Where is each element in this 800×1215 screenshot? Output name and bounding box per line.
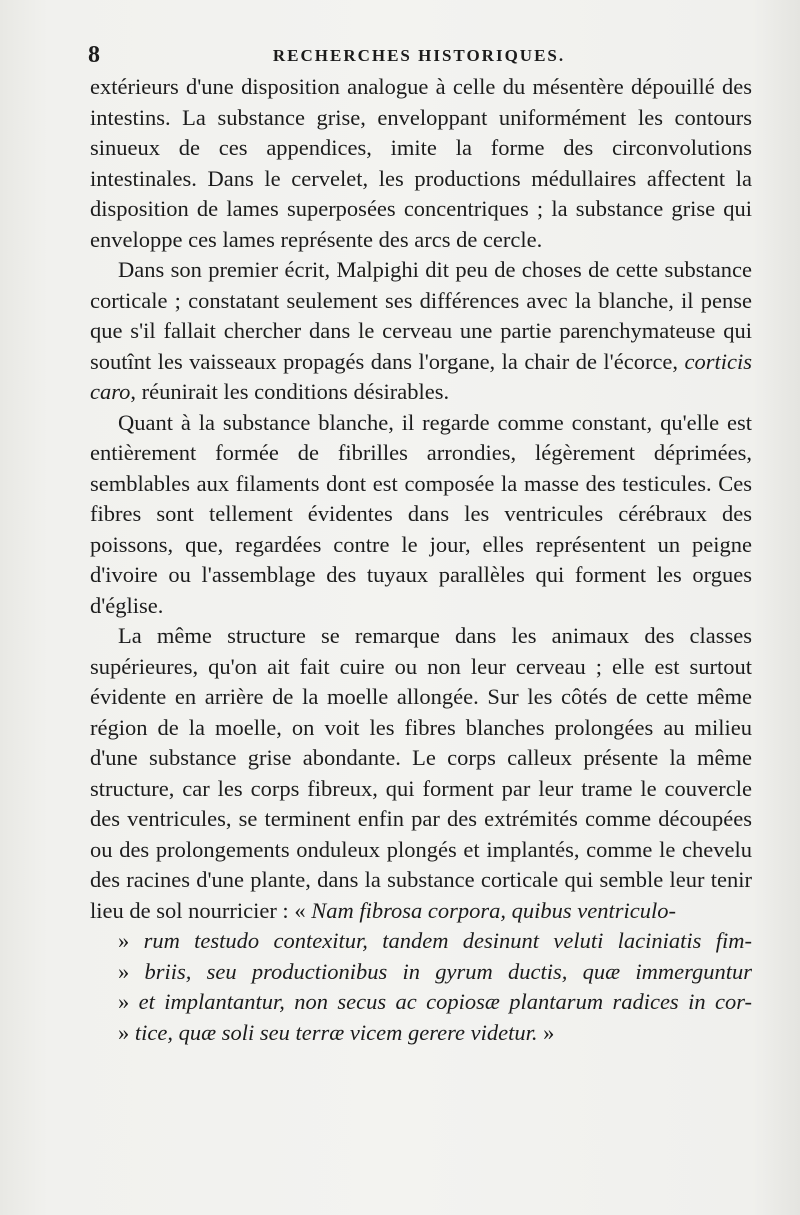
quote-line-3-text: et implantantur, non secus ac copiosæ plantarum radices in cor-	[138, 989, 752, 1014]
quote-open-mark: «	[294, 897, 306, 923]
paragraph-4	[90, 621, 752, 1048]
quote-line-2-text: briis, seu productionibus in gyrum ductis, quæ immerguntur	[144, 958, 753, 984]
paragraph-2	[90, 255, 752, 408]
quote-line-3	[90, 987, 752, 1018]
paragraph-2-text-a: Dans son premier écrit, Malpighi dit peu de choses de cette substance corticale ; constatant seulement ses différences avec la blanche, il pense que s'il fallait chercher dans le cerveau une partie parenchymateuse qui soutînt les vaisseaux propagés dans l'organe, la chair de l'écorce,	[90, 257, 752, 374]
quote-line-mark: »	[118, 958, 130, 984]
page-header	[88, 38, 750, 72]
quote-close-mark: »	[543, 1019, 555, 1045]
quote-line-mark: »	[118, 989, 130, 1014]
paragraph-3: Quant à la substance blanche, il regarde comme constant, qu'elle est entièrement formée de fibrilles arrondies, légèrement déprimées, semblables aux filaments dont est composée la masse des testicules. Ces fibres sont tellement évidentes dans les ventricules cérébraux des poissons, que, regardées contre le jour, elles représentent un peigne d'ivoire ou l'assemblage des tuyaux parallèles qui forment les orgues d'église.	[90, 409, 752, 618]
paragraph-2-text-b: , réunirait les conditions désirables.	[130, 379, 450, 404]
quote-line-mark: »	[118, 1019, 130, 1045]
body-text	[90, 72, 752, 1048]
quote-line-mark: »	[118, 928, 130, 953]
quote-line-2	[90, 957, 752, 988]
paragraph-4-text: La même structure se remarque dans les animaux des classes supérieures, qu'on ait fait cuire ou non leur cerveau ; elle est surtout évidente en arrière de la moelle allongée. Sur les côtés de cette même région de la moelle, on voit les fibres blanches prolongées au milieu d'une substance grise abondante. Le corps calleux présente la même structure, car les corps fibreux, qui forment par leur trame le couvercle des ventricules, se terminent enfin par des extrémités comme découpées ou des prolongements onduleux plongés et implantés, comme le chevelu des racines d'une plante, dans la substance corticale qui semble leur tenir lieu de sol nourricier :	[90, 623, 752, 923]
quote-first-line: Nam fibrosa corpora, quibus ventriculo-	[311, 897, 676, 923]
quote-line-4-text: tice, quæ soli seu terræ vicem gerere videtur.	[134, 1019, 538, 1045]
quote-line-1	[90, 926, 752, 957]
paragraph-2-latin: corticis caro	[90, 348, 752, 404]
page-number: 8	[88, 42, 100, 68]
running-title: RECHERCHES HISTORIQUES.	[272, 46, 566, 65]
paragraph-1: extérieurs d'une disposition analogue à celle du mésentère dépouillé des intestins. La substance grise, enveloppant uniformément les contours sinueux de ces appendices, imite la forme des circonvolutions intestinales. Dans le cervelet, les productions médullaires affectent la disposition de lames superposées concentriques ; la substance grise qui enveloppe ces lames représente des arcs de cercle.	[90, 74, 752, 252]
quote-line-1-text: rum testudo contexitur, tandem desinunt veluti laciniatis fim-	[143, 928, 752, 953]
quote-line-4	[90, 1018, 752, 1049]
